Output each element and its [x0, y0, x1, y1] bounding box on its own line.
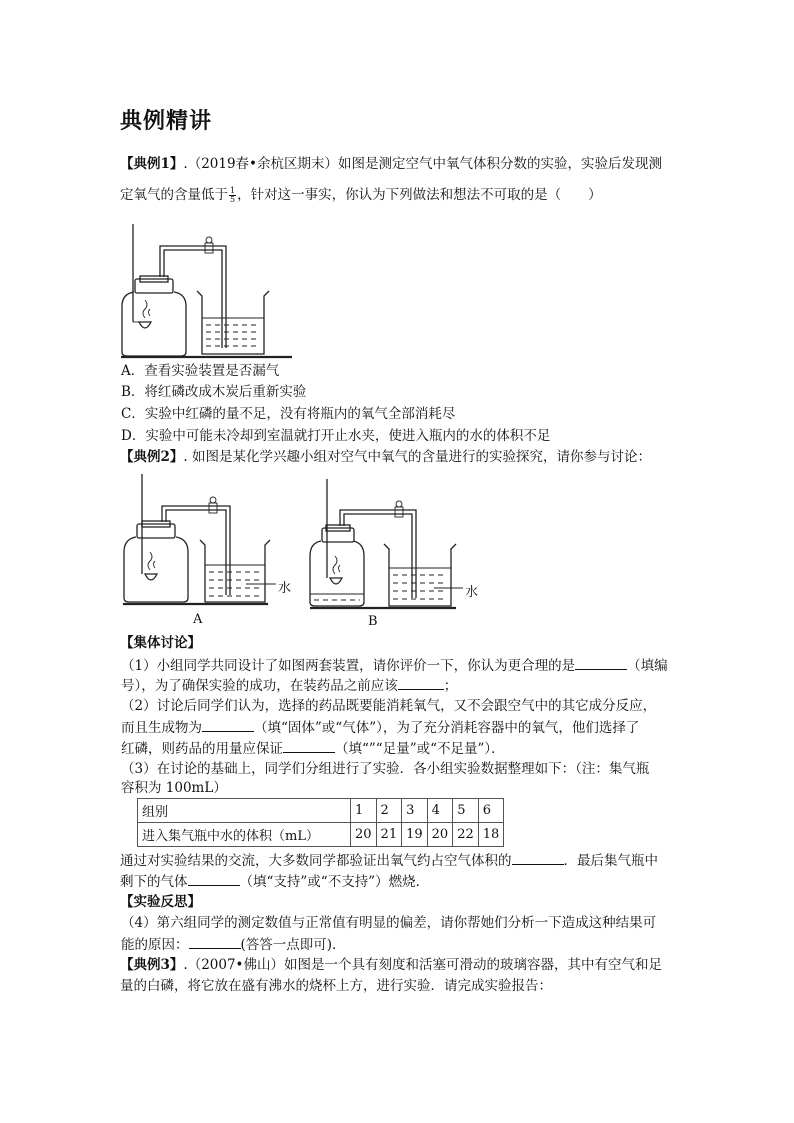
- q3-line2: 容积为 100mL）: [121, 780, 227, 796]
- q3-line1: （3）在讨论的基础上，同学们分组进行了实验．各小组实验数据整理如下：（注：集气瓶: [121, 761, 650, 777]
- table-cell: 2: [376, 799, 402, 823]
- experiment-data-table: [137, 798, 504, 847]
- ex1-stem-line1: [120, 155, 680, 174]
- answer-blank[interactable]: [512, 851, 564, 865]
- table-cell: 5: [453, 799, 479, 823]
- table-cell: 3: [402, 799, 428, 823]
- q3-text-c: 通过对实验结果的交流，大多数同学都验证出氧气约占空气体积的: [120, 853, 512, 869]
- ex3-stem-line2: 量的白磷，将它放在盛有沸水的烧杯上方，进行实验．请完成实验报告：: [120, 978, 552, 994]
- q3-text-d: ．最后集气瓶中: [563, 853, 658, 869]
- q1-line2: [121, 676, 681, 696]
- answer-blank[interactable]: [575, 656, 627, 670]
- fig-a-caption: A: [193, 612, 203, 627]
- table-cell: 18: [478, 823, 504, 847]
- table-cell: 22: [453, 823, 479, 847]
- fraction-numerator: 1: [230, 186, 236, 195]
- q2-text-c: （填“固体”或“气体”），为了充分消耗容器中的氧气，他们选择了: [254, 720, 640, 736]
- fig-a-water-label: 水: [278, 581, 292, 596]
- q2-text-b: 而且生成物为: [121, 720, 202, 736]
- q2-line1: （2）讨论后同学们认为，选择的药品既要能消耗氧气，又不会跟空气中的其它成分反应，: [121, 698, 657, 714]
- table-row: [138, 799, 504, 823]
- ex1-stem-text2b: ，针对这一事实，你认为下列做法和想法不可取的是（ ）: [237, 187, 602, 203]
- fig-b-water-label: 水: [465, 585, 479, 600]
- ex2-stem-text: . 如图是某化学兴趣小组对空气中氧气的含量进行的实验探究，请你参与讨论：: [183, 449, 651, 465]
- q1-line1: [121, 656, 681, 676]
- table-cell: 6: [478, 799, 504, 823]
- ex1-stem-text1: 如图是测定空气中氧气体积分数的实验，实验后发现测: [338, 156, 663, 172]
- ex1-tag: 【典例1】: [120, 156, 184, 172]
- q4-line1: （4）第六组同学的测定数值与正常值有明显的偏差，请你帮她们分析一下造成这种结果可: [121, 915, 657, 931]
- fig-b-caption: B: [368, 614, 378, 629]
- table-cell: 1: [351, 799, 377, 823]
- q2-line2: [121, 718, 681, 738]
- answer-blank[interactable]: [202, 718, 254, 732]
- answer-blank[interactable]: [283, 739, 335, 753]
- section-reflection: 【实验反思】: [120, 894, 201, 910]
- q3-text-e: 剩下的气体: [120, 874, 188, 890]
- table-header-group: 组别: [138, 799, 351, 823]
- fraction-one-fifth: [229, 187, 236, 204]
- ex1-option-c: C．实验中红磷的量不足，没有将瓶内的氧气全部消耗尽: [121, 406, 456, 422]
- q2-text-d: 红磷，则药品的用量应保证: [121, 741, 283, 757]
- q3-line3: [120, 851, 680, 871]
- answer-blank[interactable]: [188, 872, 240, 886]
- answer-blank[interactable]: [398, 676, 444, 690]
- q4-text-c: (答答一点即可)．: [240, 937, 346, 953]
- q1-text-b: （填编: [627, 658, 668, 674]
- ex1-stem-text2a: 定氧气的含量低于: [120, 187, 228, 203]
- q3-text-f: （填“支持”或“不支持”）燃烧．: [239, 874, 430, 890]
- ex1-source: .（2019春•余杭区期末）: [183, 156, 339, 172]
- ex3-tag: 【典例3】: [120, 957, 184, 973]
- ex1-stem-line2: [120, 186, 680, 205]
- table-row: [138, 823, 504, 847]
- fraction-denominator: 5: [230, 195, 236, 204]
- ex2-tag: 【典例2】: [120, 449, 184, 465]
- q3-line4: [120, 872, 680, 892]
- table-cell: 4: [427, 799, 453, 823]
- table-cell: 20: [351, 823, 377, 847]
- table-header-volume: 进入集气瓶中水的体积（mL）: [138, 823, 351, 847]
- q4-line2: [121, 935, 681, 955]
- ex3-stem-line1: [120, 956, 680, 975]
- ex3-source: .（2007•佛山）: [183, 957, 285, 973]
- ex2-stem: [120, 448, 680, 467]
- q4-text-b: 能的原因：: [121, 937, 189, 953]
- table-cell: 20: [427, 823, 453, 847]
- section-heading: 典例精讲: [120, 109, 213, 134]
- q2-line3: [121, 739, 681, 759]
- q1-text-c: 号），为了确保实验的成功，在装药品之前应该: [121, 678, 398, 694]
- q1-text-a: （1）小组同学共同设计了如图两套装置，请你评价一下，你认为更合理的是: [121, 658, 576, 674]
- ex1-option-b: B．将红磷改成木炭后重新实验: [121, 384, 307, 400]
- q2-text-e: （填“”“足量”或“不足量”）．: [335, 741, 505, 757]
- answer-blank[interactable]: [189, 935, 241, 949]
- q1-text-d: ；: [443, 678, 458, 694]
- ex3-stem-text1: 如图是一个具有刻度和活塞可滑动的玻璃容器，其中有空气和足: [284, 957, 663, 973]
- section-discussion: 【集体讨论】: [120, 635, 201, 651]
- ex1-option-a: A．查看实验装置是否漏气: [121, 363, 280, 379]
- table-cell: 21: [376, 823, 402, 847]
- table-cell: 19: [402, 823, 428, 847]
- ex1-option-d: D．实验中可能未冷却到室温就打开止水夹，使进入瓶内的水的体积不足: [121, 428, 551, 444]
